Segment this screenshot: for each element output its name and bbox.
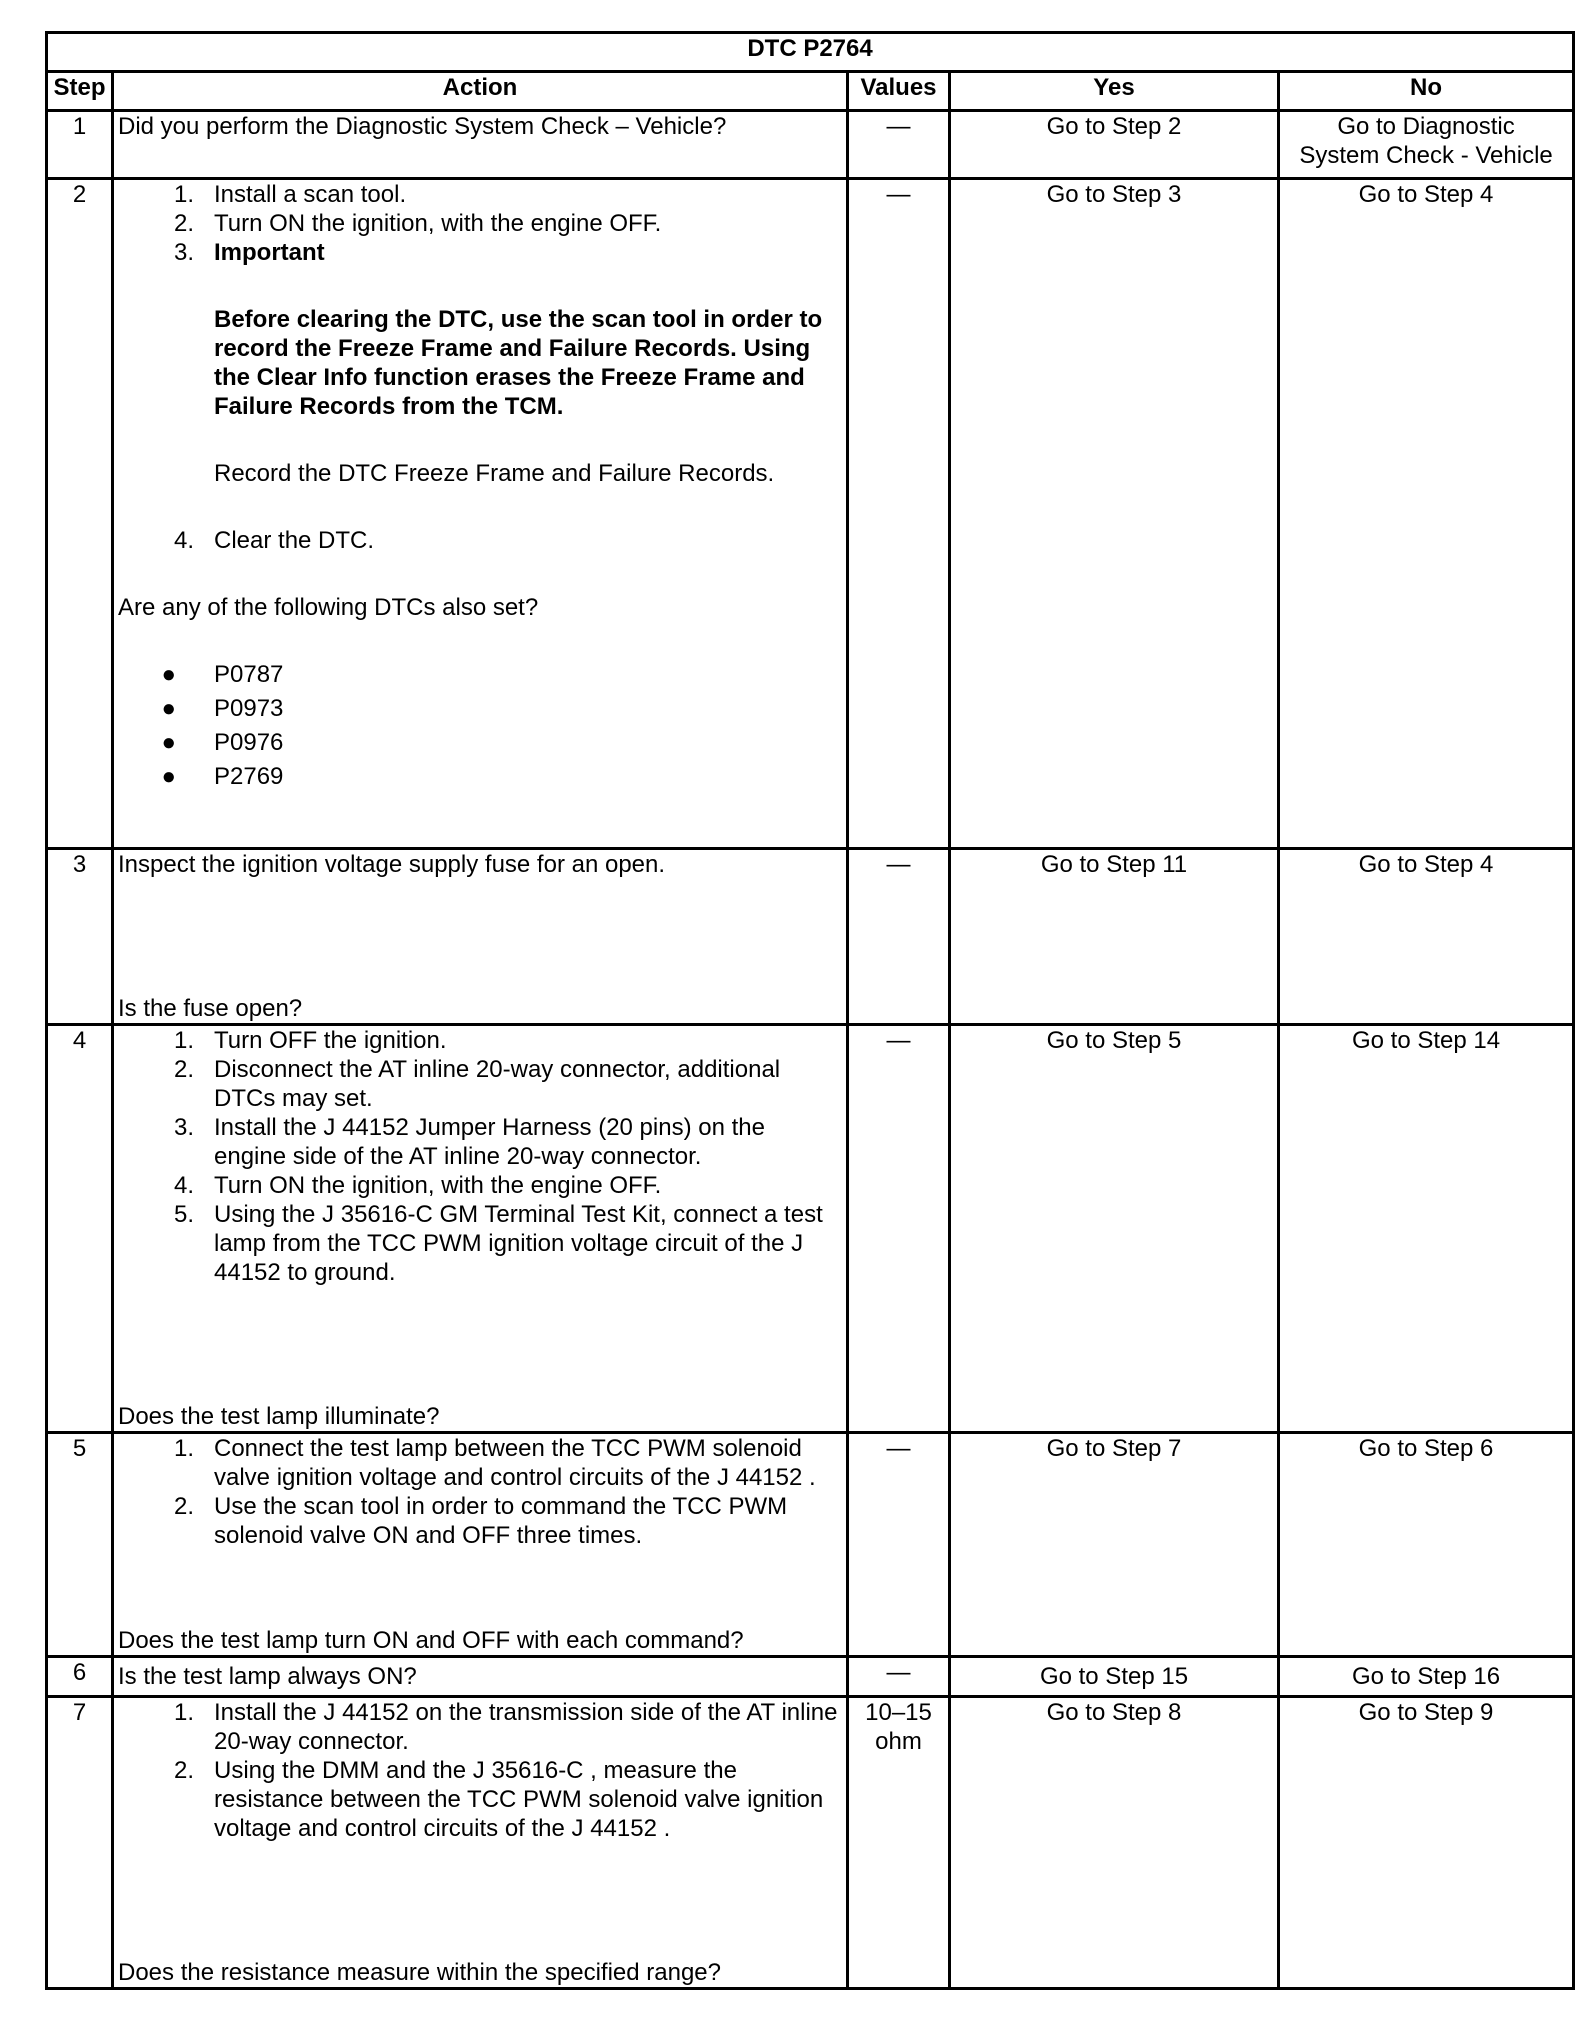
action-cell <box>113 1025 848 1433</box>
action-cell <box>113 111 848 179</box>
list-item: 4. Turn ON the ignition, with the engine OFF. <box>173 1172 662 1199</box>
question-text: Does the test lamp turn ON and OFF with each command? <box>118 1627 744 1654</box>
list-item: 2. Using the DMM and the J 35616-C , measure the resistance between the TCC PWM solenoid valve ignition voltage and control circuits of the J 44152 . <box>173 1757 824 1842</box>
table-row <box>47 1025 1574 1433</box>
no-cell: Go to Step 4 <box>1279 849 1574 1025</box>
step-number: 5 <box>47 1433 113 1657</box>
yes-cell: Go to Step 7 <box>950 1433 1279 1657</box>
step-number: 2 <box>47 179 113 849</box>
instruction-text: Inspect the ignition voltage supply fuse for an open. <box>118 851 666 878</box>
question-text: Does the test lamp illuminate? <box>118 1403 440 1430</box>
yes-cell: Go to Step 3 <box>950 179 1279 849</box>
list-item: 1. Install the J 44152 on the transmission side of the AT inline 20-way connector. <box>173 1699 838 1755</box>
table-row <box>47 1697 1574 1989</box>
instruction-list <box>118 1026 842 1287</box>
bullet-icon: ● <box>161 763 176 790</box>
no-cell: Go to Step 16 <box>1279 1657 1574 1697</box>
yes-cell: Go to Step 5 <box>950 1025 1279 1433</box>
table-row <box>47 1657 1574 1697</box>
yes-cell: Go to Step 2 <box>950 111 1279 179</box>
yes-cell: Go to Step 11 <box>950 849 1279 1025</box>
no-cell: Go to Step 6 <box>1279 1433 1574 1657</box>
important-note: Before clearing the DTC, use the scan tool in order to record the Freeze Frame and Failure Records. Using the Clear Info function erases the Freeze Frame and Failure Records from the TCM. <box>214 306 823 420</box>
record-instruction: Record the DTC Freeze Frame and Failure Records. <box>214 460 775 487</box>
action-cell <box>113 1433 848 1657</box>
list-item: ● P2769 <box>118 762 842 796</box>
no-cell: Go to Step 14 <box>1279 1025 1574 1433</box>
value-cell: — <box>848 111 950 179</box>
table-row <box>47 111 1574 179</box>
instruction-list <box>118 526 842 555</box>
no-line-2: System Check - Vehicle <box>1299 142 1553 169</box>
step-number: 4 <box>47 1025 113 1433</box>
value-cell: — <box>848 1433 950 1657</box>
table-row <box>47 849 1574 1025</box>
question-text: Is the test lamp always ON? <box>118 1663 417 1690</box>
header-step: Step <box>47 72 113 111</box>
bullet-icon: ● <box>161 695 176 722</box>
list-item: 1. Install a scan tool. <box>173 181 407 208</box>
list-item: 3. Install the J 44152 Jumper Harness (20 pins) on the engine side of the AT inline 20-way connector. <box>173 1114 765 1170</box>
value-cell: — <box>848 1657 950 1697</box>
list-item: ● P0976 <box>118 728 842 762</box>
no-cell: Go to Step 4 <box>1279 179 1574 849</box>
value-line-2: ohm <box>875 1728 922 1755</box>
value-cell <box>848 1697 950 1989</box>
value-cell: — <box>848 1025 950 1433</box>
header-yes: Yes <box>950 72 1279 111</box>
yes-cell: Go to Step 15 <box>950 1657 1279 1697</box>
header-no: No <box>1279 72 1574 111</box>
question-text: Does the resistance measure within the specified range? <box>118 1959 721 1986</box>
instruction-list <box>118 1698 842 1843</box>
list-item: ● P0787 <box>118 660 842 694</box>
bullet-icon: ● <box>161 729 176 756</box>
bullet-icon: ● <box>161 661 176 688</box>
list-item: ● P0973 <box>118 694 842 728</box>
list-item: 2. Disconnect the AT inline 20-way connector, additional DTCs may set. <box>173 1056 781 1112</box>
list-item: 2. Turn ON the ignition, with the engine OFF. <box>173 210 662 237</box>
value-cell: — <box>848 849 950 1025</box>
dtc-list <box>118 660 842 796</box>
instruction-list <box>118 1434 842 1550</box>
step-number: 1 <box>47 111 113 179</box>
list-item: 4. Clear the DTC. <box>173 527 375 554</box>
no-cell: Go to Step 9 <box>1279 1697 1574 1989</box>
value-line-1: 10–15 <box>865 1699 932 1726</box>
list-item: 5. Using the J 35616-C GM Terminal Test Kit, connect a test lamp from the TCC PWM ignition voltage circuit of the J 44152 to ground. <box>173 1201 823 1286</box>
table-row <box>47 179 1574 849</box>
important-heading: Important <box>214 239 325 266</box>
question-text: Did you perform the Diagnostic System Check – Vehicle? <box>118 113 727 140</box>
table-row <box>47 1433 1574 1657</box>
list-item: 1. Turn OFF the ignition. <box>173 1027 447 1054</box>
action-cell <box>113 1697 848 1989</box>
step-number: 6 <box>47 1657 113 1697</box>
no-line-1: Go to Diagnostic <box>1337 113 1515 140</box>
table-title: DTC P2764 <box>47 33 1574 72</box>
list-item: 3. Important <box>118 238 842 267</box>
list-item: 2. Use the scan tool in order to command the TCC PWM solenoid valve ON and OFF three times. <box>173 1493 788 1549</box>
step-number: 7 <box>47 1697 113 1989</box>
header-action: Action <box>113 72 848 111</box>
header-values: Values <box>848 72 950 111</box>
action-cell <box>113 179 848 849</box>
instruction-list <box>118 180 842 267</box>
question-text: Is the fuse open? <box>118 995 303 1022</box>
yes-cell: Go to Step 8 <box>950 1697 1279 1989</box>
question-text: Are any of the following DTCs also set? <box>118 594 539 621</box>
no-cell <box>1279 111 1574 179</box>
action-cell <box>113 849 848 1025</box>
list-item: 1. Connect the test lamp between the TCC PWM solenoid valve ignition voltage and control circuits of the J 44152 . <box>173 1435 816 1491</box>
value-cell: — <box>848 179 950 849</box>
dtc-table <box>45 31 1575 1990</box>
step-number: 3 <box>47 849 113 1025</box>
action-cell <box>113 1657 848 1697</box>
